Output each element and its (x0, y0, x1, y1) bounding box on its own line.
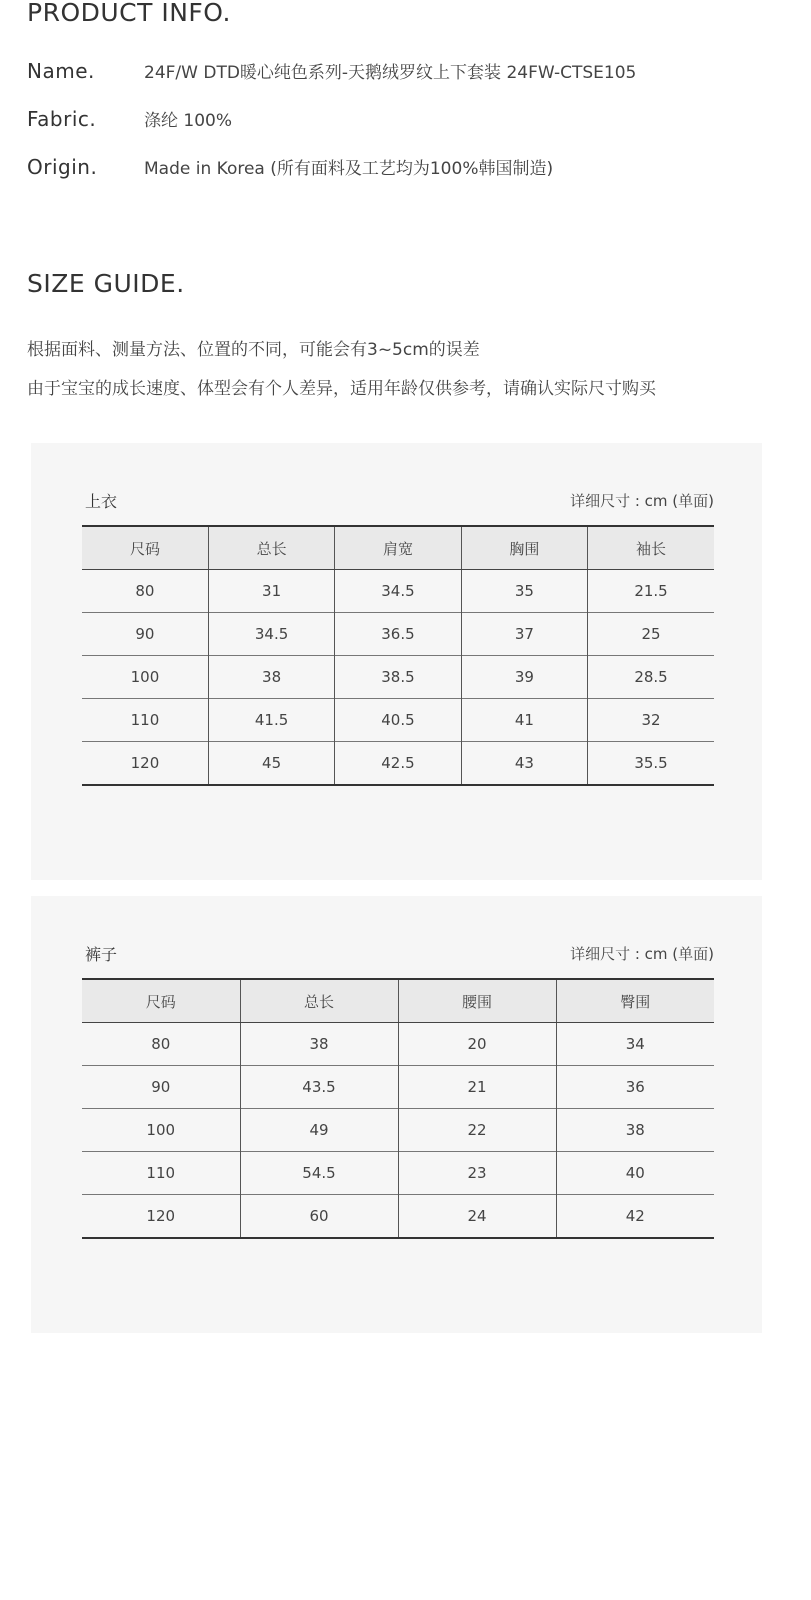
fabric-label: Fabric. (27, 107, 97, 131)
table-cell: 34 (556, 1023, 714, 1066)
table-cell: 45 (208, 742, 334, 786)
table-cell: 34.5 (208, 613, 334, 656)
header-cell-size: 尺码 (82, 979, 240, 1023)
size-note-error: 根据面料、测量方法、位置的不同，可能会有3~5cm的误差 (27, 340, 480, 360)
table-cell: 35.5 (588, 742, 714, 786)
table-cell: 43.5 (240, 1066, 398, 1109)
table-cell: 100 (82, 1109, 240, 1152)
table-cell: 40.5 (335, 699, 461, 742)
top-size-panel (31, 443, 762, 880)
table-row (82, 699, 714, 742)
table-row (82, 570, 714, 613)
table-row (82, 1152, 714, 1195)
table-cell: 38.5 (335, 656, 461, 699)
table-cell: 38 (240, 1023, 398, 1066)
table-cell: 43 (461, 742, 587, 786)
table-cell: 32 (588, 699, 714, 742)
pants-table-unit: 详细尺寸 : cm (单面) (570, 945, 714, 963)
header-cell-shoulder: 肩宽 (335, 526, 461, 570)
table-cell: 31 (208, 570, 334, 613)
top-table-title: 上衣 (85, 492, 118, 511)
table-cell: 25 (588, 613, 714, 656)
info-row-fabric (27, 106, 232, 131)
size-guide-title: SIZE GUIDE. (27, 269, 185, 298)
table-cell: 41 (461, 699, 587, 742)
table-header-row (82, 979, 714, 1023)
origin-value: Made in Korea (所有面料及工艺均为100%韩国制造) (144, 159, 554, 179)
table-cell: 90 (82, 613, 208, 656)
table-cell: 60 (240, 1195, 398, 1239)
header-cell-hip: 臀围 (556, 979, 714, 1023)
table-row (82, 1195, 714, 1239)
table-row (82, 1109, 714, 1152)
fabric-value: 涤纶 100% (144, 111, 233, 131)
header-cell-length: 总长 (208, 526, 334, 570)
table-cell: 34.5 (335, 570, 461, 613)
table-cell: 38 (556, 1109, 714, 1152)
table-cell: 90 (82, 1066, 240, 1109)
table-header-row (82, 526, 714, 570)
table-cell: 110 (82, 699, 208, 742)
table-cell: 42 (556, 1195, 714, 1239)
top-size-table (82, 525, 714, 786)
table-cell: 21.5 (588, 570, 714, 613)
table-cell: 80 (151, 1035, 171, 1053)
table-cell: 100 (82, 656, 208, 699)
table-row (82, 613, 714, 656)
table-cell: 21 (398, 1066, 556, 1109)
header-cell-length: 总长 (240, 979, 398, 1023)
table-cell: 24 (398, 1195, 556, 1239)
table-cell: 80 (135, 582, 155, 600)
table-cell: 35 (461, 570, 587, 613)
table-cell: 120 (82, 1195, 240, 1239)
header-cell-size: 尺码 (82, 526, 208, 570)
table-cell: 23 (398, 1152, 556, 1195)
top-table-unit: 详细尺寸 : cm (单面) (570, 492, 714, 510)
table-cell: 36.5 (335, 613, 461, 656)
pants-size-panel (31, 896, 762, 1333)
table-row (82, 656, 714, 699)
table-cell: 38 (208, 656, 334, 699)
name-label: Name. (27, 59, 95, 83)
table-cell: 42.5 (335, 742, 461, 786)
pants-table-header (82, 942, 714, 964)
table-cell: 36 (556, 1066, 714, 1109)
size-note-reference: 由于宝宝的成长速度、体型会有个人差异，适用年龄仅供参考，请确认实际尺寸购买 (27, 379, 656, 399)
table-cell: 28.5 (588, 656, 714, 699)
table-row (82, 742, 714, 786)
header-cell-chest: 胸围 (461, 526, 587, 570)
table-cell: 22 (398, 1109, 556, 1152)
top-table-header (82, 489, 714, 511)
table-cell: 54.5 (240, 1152, 398, 1195)
table-cell: 120 (82, 742, 208, 786)
info-row-origin (27, 154, 553, 179)
table-cell: 37 (461, 613, 587, 656)
header-cell-sleeve: 袖长 (588, 526, 714, 570)
pants-table-title: 裤子 (85, 945, 118, 964)
origin-label: Origin. (27, 155, 98, 179)
table-row (82, 1023, 714, 1066)
pants-size-table (82, 978, 714, 1239)
table-cell: 110 (82, 1152, 240, 1195)
product-info-title: PRODUCT INFO. (27, 0, 231, 27)
table-cell: 49 (240, 1109, 398, 1152)
name-value: 24F/W DTD暖心纯色系列-天鹅绒罗纹上下套装 24FW-CTSE105 (144, 63, 637, 83)
table-cell: 40 (556, 1152, 714, 1195)
table-cell: 39 (461, 656, 587, 699)
table-cell: 41.5 (208, 699, 334, 742)
table-cell: 20 (398, 1023, 556, 1066)
info-row-name (27, 58, 636, 83)
table-row (82, 1066, 714, 1109)
header-cell-waist: 腰围 (398, 979, 556, 1023)
